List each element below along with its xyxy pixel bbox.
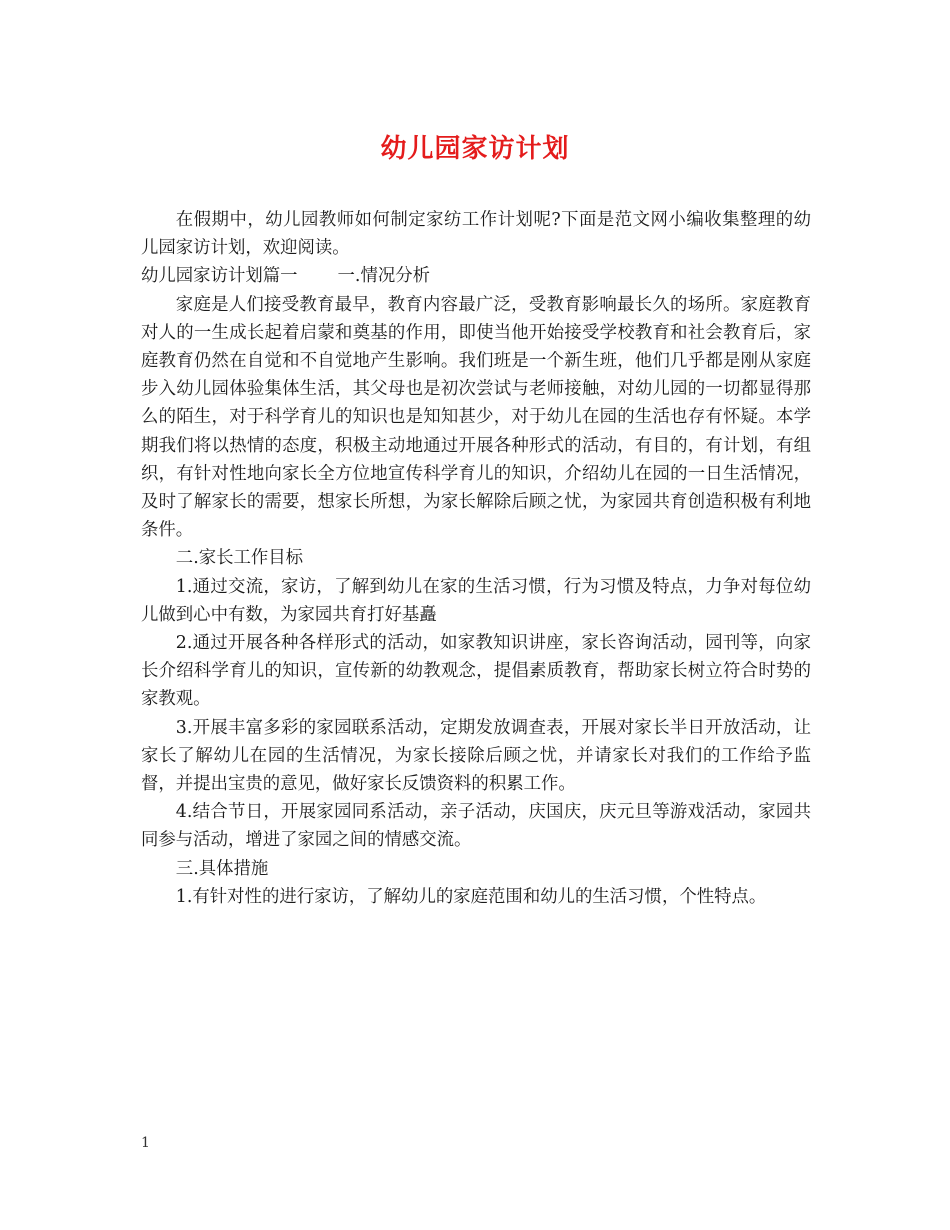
page-number: 1 bbox=[141, 1135, 150, 1151]
section-line bbox=[141, 262, 811, 290]
heading-measures: 三.具体措施 bbox=[175, 858, 269, 879]
measure-item-1: 1.有针对性的进行家访，了解幼儿的家庭范围和幼儿的生活习惯，个性特点。 bbox=[175, 886, 767, 907]
intro-paragraph: 在假期中，幼儿园教师如何制定家纺工作计划呢?下面是范文网小编收集整理的幼儿园家访计划，欢迎阅读。 bbox=[141, 210, 811, 259]
goal-item-4: 4.结合节日，开展家园同系活动，亲子活动，庆国庆，庆元旦等游戏活动，家园共同参与活动，增进了家园之间的情感交流。 bbox=[141, 802, 811, 851]
situation-paragraph: 家庭是人们接受教育最早，教育内容最广泛，受教育影响最长久的场所。家庭教育对人的一生成长起着启蒙和奠基的作用，即使当他开始接受学校教育和社会教育后，家庭教育仍然在自觉和不自觉地产生影响。我们班是一个新生班，他们几乎都是刚从家庭步入幼儿园体验集体生活，其父母也是初次尝试与老师接触，对幼儿园的一切都显得那么的陌生，对于科学育儿的知识也是知知甚少，对于幼儿在园的生活也存有怀疑。本学期我们将以热情的态度，积极主动地通过开展各种形式的活动，有目的，有计划，有组织，有针对性地向家长全方位地宣传科学育儿的知识，介绍幼儿在园的一日生活情况，及时了解家长的需要，想家长所想，为家长解除后顾之忧，为家园共育创造积极有利地条件。 bbox=[141, 294, 811, 541]
section-title: 幼儿园家访计划篇一 bbox=[141, 266, 298, 287]
goal-item-2: 2.通过开展各种各样形式的活动，如家教知识讲座，家长咨询活动，园刊等，向家长介绍科学育儿的知识，宣传新的幼教观念，提倡素质教育，帮助家长树立符合时势的家教观。 bbox=[141, 633, 811, 710]
section-heading-situation: 一.情况分析 bbox=[337, 266, 431, 287]
document-title: 幼儿园家访计划 bbox=[380, 134, 570, 164]
document-body bbox=[141, 206, 811, 911]
heading-goals: 二.家长工作目标 bbox=[175, 548, 304, 569]
goal-item-3: 3.开展丰富多彩的家园联系活动，定期发放调查表，开展对家长半日开放活动，让家长了解幼儿在园的生活情况，为家长接除后顾之忧，并请家长对我们的工作给予监督，并提出宝贵的意见，做好家长反馈资料的积累工作。 bbox=[141, 717, 811, 795]
goal-item-1: 1.通过交流，家访，了解到幼儿在家的生活习惯，行为习惯及特点，力争对每位幼儿做到心中有数，为家园共育打好基矗 bbox=[141, 576, 811, 625]
